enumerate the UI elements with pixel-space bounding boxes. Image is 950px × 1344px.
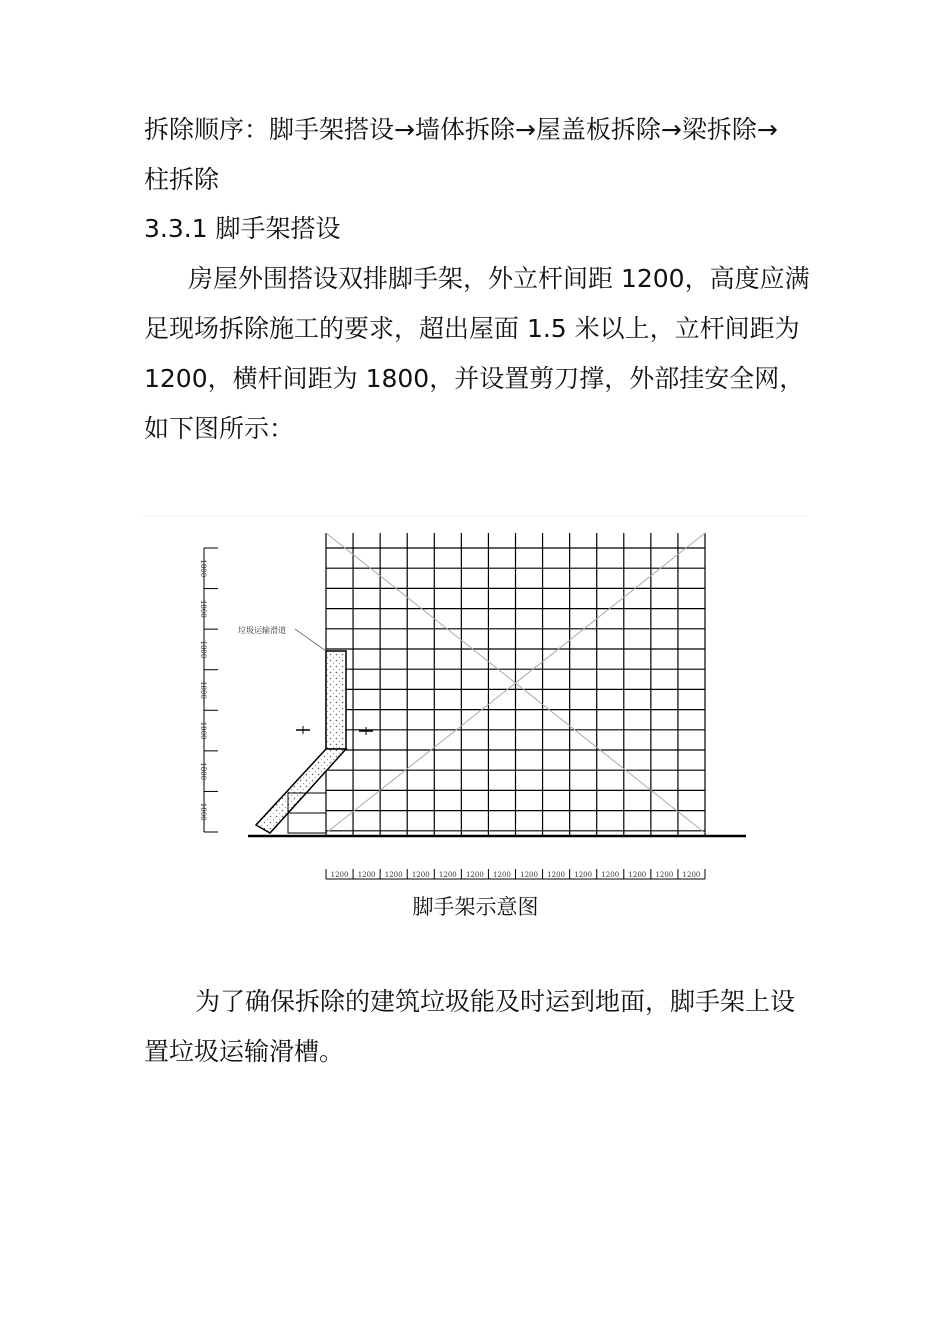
lift-dimension-bar bbox=[199, 548, 218, 832]
bay-dim-label: 1200 bbox=[493, 871, 511, 879]
figure-caption: 脚手架示意图 bbox=[412, 895, 539, 919]
lift-dim-label: 1800 bbox=[199, 681, 207, 699]
bay-dim-label: 1200 bbox=[601, 871, 620, 879]
lift-dim-label: 1800 bbox=[199, 721, 207, 740]
bay-dim-label: 1200 bbox=[411, 871, 430, 879]
bay-dim-label: 1200 bbox=[357, 871, 376, 879]
bay-dim-label: 1200 bbox=[384, 871, 403, 879]
section-heading: 3.3.1 脚手架搭设 bbox=[144, 214, 341, 243]
chute-label: 垃圾运输滑道 bbox=[238, 626, 286, 635]
bay-dim-label: 1200 bbox=[628, 871, 647, 879]
bay-dim-label: 1200 bbox=[574, 871, 593, 879]
bay-dim-label: 1200 bbox=[655, 871, 674, 879]
text-desc-line3: 1200，横杆间距为 1800，并设置剪刀撑，外部挂安全网， bbox=[144, 364, 805, 393]
bay-dim-label: 1200 bbox=[438, 871, 457, 879]
text-desc-line4: 如下图所示： bbox=[144, 414, 295, 443]
lift-dim-label: 1800 bbox=[199, 559, 207, 578]
scaffold-figure bbox=[143, 515, 808, 935]
text-desc-line2: 足现场拆除施工的要求，超出屋面 1.5 米以上，立杆间距为 bbox=[144, 314, 800, 343]
bay-dim-label: 1200 bbox=[520, 871, 538, 879]
text-after-line1: 为了确保拆除的建筑垃圾能及时运到地面，脚手架上设 bbox=[195, 987, 796, 1016]
text-order-line1: 拆除顺序：脚手架搭设→墙体拆除→屋盖板拆除→梁拆除→ bbox=[144, 115, 778, 144]
scaffold-diagram bbox=[143, 515, 808, 895]
bay-dim-label: 1200 bbox=[547, 871, 566, 879]
section-mark-left bbox=[296, 726, 310, 734]
text-order-line2: 柱拆除 bbox=[144, 165, 220, 194]
lift-dim-label: 1800 bbox=[199, 640, 207, 659]
bay-dim-label: 1200 bbox=[330, 871, 349, 879]
lift-dim-label: 1800 bbox=[199, 802, 207, 821]
bay-dim-label: 1200 bbox=[682, 871, 701, 879]
chute bbox=[256, 651, 346, 833]
text-desc-line1: 房屋外围搭设双排脚手架，外立杆间距 1200，高度应满 bbox=[188, 264, 810, 293]
bay-dim-label: 1200 bbox=[465, 871, 484, 879]
lift-dim-label: 1800 bbox=[199, 762, 207, 781]
text-after-line2: 置垃圾运输滑槽。 bbox=[144, 1037, 345, 1066]
bay-dimension-bar bbox=[326, 869, 705, 879]
section-mark-right bbox=[359, 727, 373, 735]
chute-leader bbox=[295, 629, 326, 651]
lift-dim-label: 1800 bbox=[199, 599, 207, 618]
chute-vertical bbox=[326, 651, 346, 749]
